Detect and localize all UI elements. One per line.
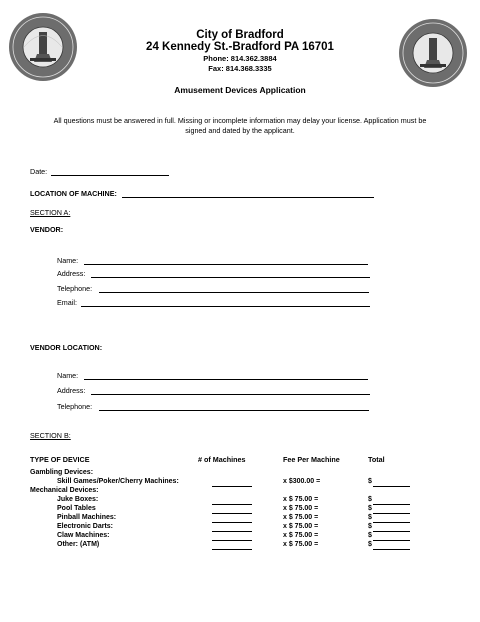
vendor-email-label: Email: bbox=[57, 298, 77, 307]
device-label: Electronic Darts: bbox=[57, 523, 114, 530]
location-field[interactable] bbox=[122, 197, 374, 198]
device-fee: x $ 75.00 = bbox=[283, 532, 319, 539]
vendor-address-label: Address: bbox=[57, 269, 86, 278]
device-label: Pool Tables bbox=[57, 505, 96, 512]
city-address: 24 Kennedy St.-Bradford PA 16701 bbox=[146, 41, 334, 53]
device-fee: x $ 75.00 = bbox=[283, 496, 319, 503]
device-label: Skill Games/Poker/Cherry Machines: bbox=[57, 478, 179, 485]
gambling-devices-heading: Gambling Devices: bbox=[30, 469, 94, 476]
device-label: Claw Machines: bbox=[57, 532, 110, 539]
device-label: Pinball Machines: bbox=[57, 514, 117, 521]
column-number-of-machines: # of Machines bbox=[198, 455, 246, 464]
total-currency-symbol: $ bbox=[368, 505, 372, 512]
city-phone: Phone: 814.362.3884 bbox=[203, 54, 277, 63]
total-currency-symbol: $ bbox=[368, 478, 372, 485]
total-currency-symbol: $ bbox=[368, 523, 372, 530]
mechanical-devices-heading: Mechanical Devices: bbox=[30, 487, 99, 494]
date-field[interactable] bbox=[51, 175, 169, 176]
device-fee: x $ 75.00 = bbox=[283, 541, 319, 548]
machines-count-field[interactable] bbox=[212, 549, 252, 550]
vendor-location-telephone-label: Telephone: bbox=[57, 402, 93, 411]
intro-line-1: All questions must be answered in full. Missing or incomplete information may delay your license. Application must be bbox=[53, 116, 427, 125]
date-label: Date: bbox=[30, 167, 48, 176]
total-currency-symbol: $ bbox=[368, 541, 372, 548]
form-title: Amusement Devices Application bbox=[174, 85, 306, 95]
vendor-email-field[interactable] bbox=[81, 306, 370, 307]
vendor-location-address-label: Address: bbox=[57, 386, 86, 395]
column-type-of-device: TYPE OF DEVICE bbox=[30, 455, 90, 464]
vendor-location-address-field[interactable] bbox=[91, 394, 370, 395]
device-fee: x $ 75.00 = bbox=[283, 523, 319, 530]
device-fee: x $300.00 = bbox=[283, 478, 321, 485]
machines-count-field[interactable] bbox=[212, 486, 252, 487]
device-label: Other: (ATM) bbox=[57, 541, 100, 548]
total-currency-symbol: $ bbox=[368, 496, 372, 503]
vendor-location-name-field[interactable] bbox=[84, 379, 368, 380]
vendor-location-heading: VENDOR LOCATION: bbox=[30, 343, 103, 352]
vendor-name-field[interactable] bbox=[84, 264, 368, 265]
total-currency-symbol: $ bbox=[368, 514, 372, 521]
column-total: Total bbox=[368, 455, 385, 464]
device-fee: x $ 75.00 = bbox=[283, 505, 319, 512]
location-label: LOCATION OF MACHINE: bbox=[30, 189, 117, 198]
device-row bbox=[0, 541, 480, 551]
vendor-location-name-label: Name: bbox=[57, 371, 79, 380]
vendor-telephone-field[interactable] bbox=[99, 292, 369, 293]
column-fee-per-machine: Fee Per Machine bbox=[283, 455, 340, 464]
city-fax: Fax: 814.368.3335 bbox=[208, 64, 272, 73]
city-name: City of Bradford bbox=[196, 29, 284, 41]
intro-line-2: signed and dated by the applicant. bbox=[185, 126, 295, 135]
device-label: Juke Boxes: bbox=[57, 496, 99, 503]
vendor-telephone-label: Telephone: bbox=[57, 284, 93, 293]
vendor-address-field[interactable] bbox=[91, 277, 370, 278]
total-field[interactable] bbox=[373, 486, 410, 487]
device-fee: x $ 75.00 = bbox=[283, 514, 319, 521]
vendor-name-label: Name: bbox=[57, 256, 79, 265]
total-currency-symbol: $ bbox=[368, 532, 372, 539]
vendor-heading: VENDOR: bbox=[30, 225, 64, 234]
vendor-location-telephone-field[interactable] bbox=[99, 410, 369, 411]
section-b-heading: SECTION B: bbox=[30, 431, 71, 440]
section-a-heading: SECTION A: bbox=[30, 208, 71, 217]
total-field[interactable] bbox=[373, 549, 410, 550]
